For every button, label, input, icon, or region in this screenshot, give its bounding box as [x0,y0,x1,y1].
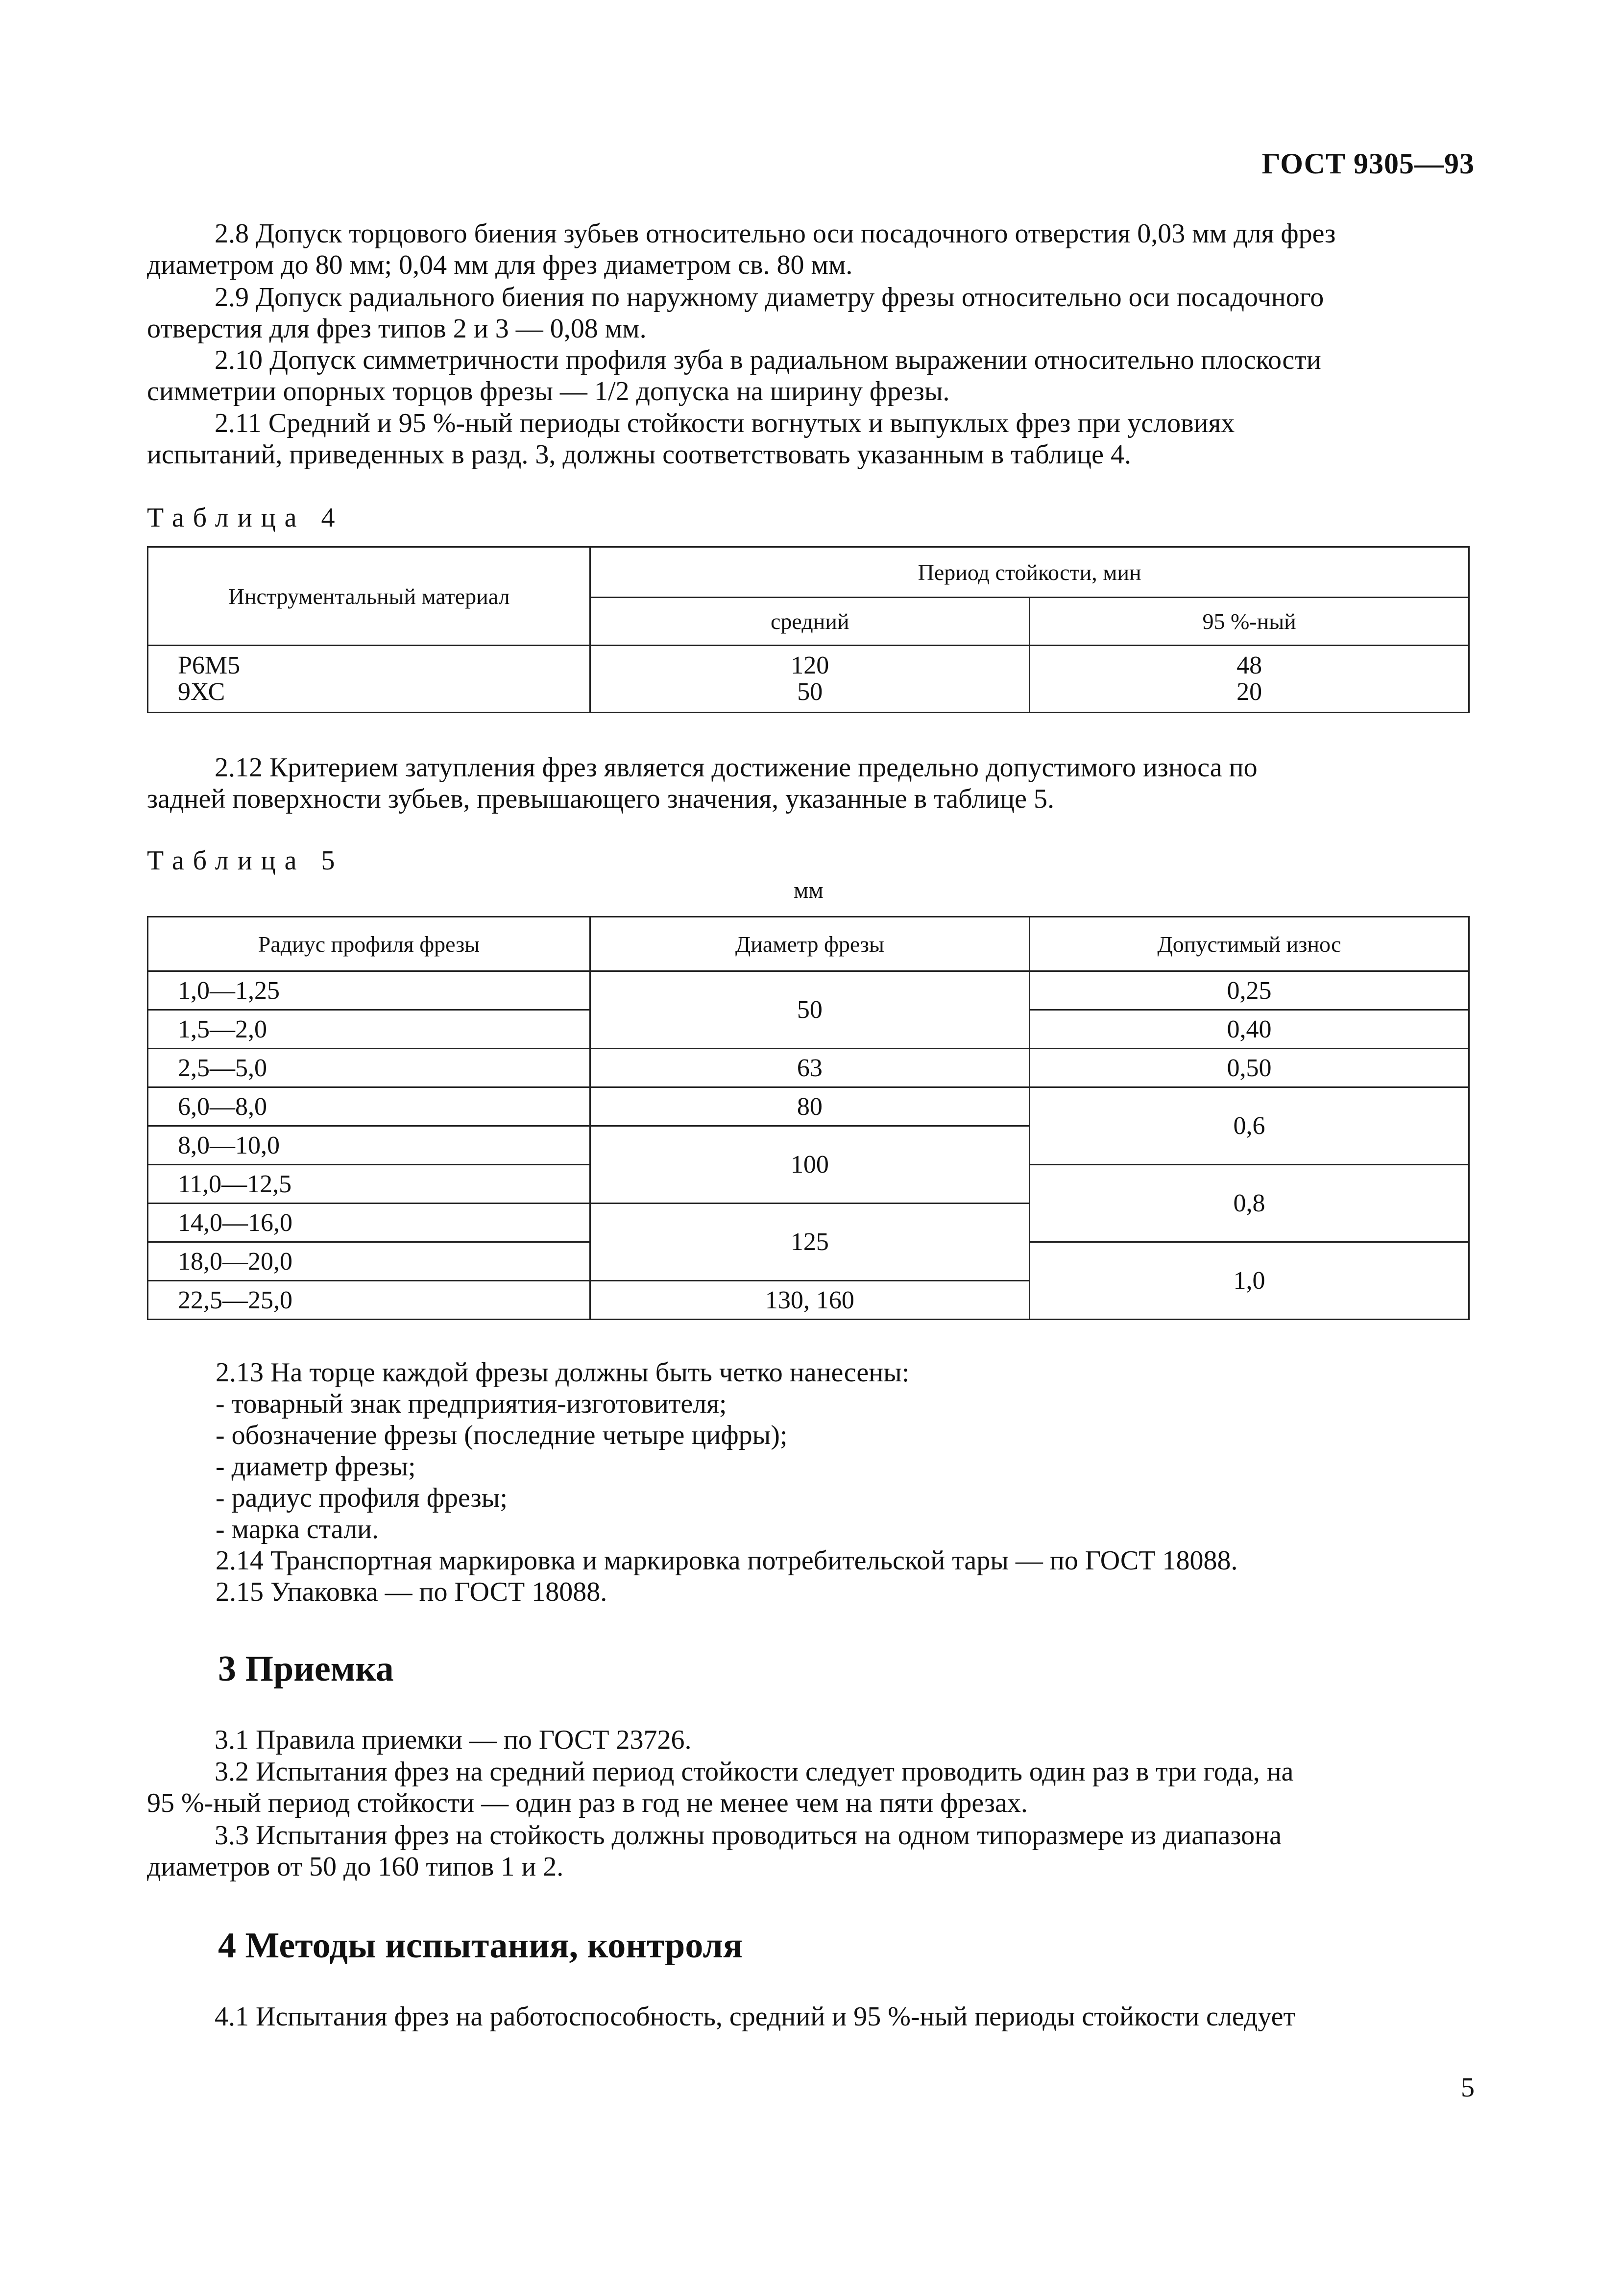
table4-average-cell [590,646,1030,713]
table4-caption: Таблица 4 [147,503,344,533]
table-cell: 1,0 [1029,1242,1469,1320]
table-cell: 2,5—5,0 [148,1049,590,1087]
table5-unit: мм [794,877,824,903]
table-row: 9ХС [178,678,225,706]
paragraph-4-1: 4.1 Испытания фрез на работоспособность, средний и 95 %-ный периоды стойкости следует [215,2001,1296,2032]
table-cell: 22,5—25,0 [148,1281,590,1320]
table4-header-average: средний [590,598,1030,646]
table-cell: 120 [791,651,829,679]
paragraph-2-14: 2.14 Транспортная маркировка и маркировка потребительской тары — по ГОСТ 18088. [216,1545,1238,1576]
list-item: - обозначение фрезы (последние четыре цифры); [216,1420,788,1450]
table5-header-diameter: Диаметр фрезы [590,917,1029,971]
paragraph-2-11: 2.11 Средний и 95 %-ный периоды стойкости вогнутых и выпуклых фрез при условиях испытаний, приведенных в разд. 3, должны соответствовать указанным в таблице 4. [147,408,1235,470]
table-row: Р6М5 [178,651,241,679]
table-cell: 0,8 [1029,1165,1469,1242]
table-cell: 11,0—12,5 [148,1165,590,1204]
table4-material-cell [148,646,590,713]
table-cell: 14,0—16,0 [148,1204,590,1242]
section-4-title: 4 Методы испытания, контроля [218,1926,743,1966]
table-cell: 50 [797,678,823,706]
paragraph-3-2: 3.2 Испытания фрез на средний период стойкости следует проводить один раз в три года, на 95 %-ный период стойкости — один раз в год не менее чем на пяти фрезах. [147,1757,1294,1818]
list-item: - диаметр фрезы; [216,1451,416,1482]
table-cell: 48 [1236,651,1262,679]
table4-header-period: Период стойкости, мин [590,547,1469,598]
paragraph-2-12: 2.12 Критерием затупления фрез является достижение предельно допустимого износа по задней поверхности зубьев, превышающего значения, указанные в таблице 5. [147,752,1258,814]
list-intro: 2.13 На торце каждой фрезы должны быть четко нанесены: [216,1357,910,1388]
paragraph-2-9: 2.9 Допуск радиального биения по наружному диаметру фрезы относительно оси посадочного отверстия для фрез типов 2 и 3 — 0,08 мм. [147,282,1324,344]
table-cell: 1,5—2,0 [148,1010,590,1049]
document-code-header: ГОСТ 9305—93 [1261,147,1475,180]
table-cell: 63 [590,1049,1029,1087]
paragraph-3-1: 3.1 Правила приемки — по ГОСТ 23726. [215,1725,692,1755]
table5-caption: Таблица 5 [147,845,344,876]
table5-header-radius: Радиус профиля фрезы [148,917,590,971]
table-cell: 20 [1236,678,1262,706]
page-number: 5 [1461,2072,1475,2103]
table-row [148,1049,1469,1087]
table-cell: 1,0—1,25 [148,971,590,1010]
table-cell: 0,40 [1029,1010,1469,1049]
table-4 [147,546,1470,713]
table-cell: 6,0—8,0 [148,1087,590,1126]
table-cell: 100 [590,1126,1029,1204]
table-cell: 0,6 [1029,1087,1469,1165]
section-3-title: 3 Приемка [218,1649,394,1689]
table5-header-wear: Допустимый износ [1029,917,1469,971]
paragraph-2-8: 2.8 Допуск торцового биения зубьев относительно оси посадочного отверстия 0,03 мм для фрез диаметром до 80 мм; 0,04 мм для фрез диаметром св. 80 мм. [147,218,1336,280]
table-cell: 18,0—20,0 [148,1242,590,1281]
list-item: - марка стали. [216,1514,379,1544]
paragraph-2-15: 2.15 Упаковка — по ГОСТ 18088. [216,1577,607,1607]
table4-header-material: Инструментальный материал [148,547,590,646]
table-cell: 50 [590,971,1029,1049]
list-item: - радиус профиля фрезы; [216,1483,508,1513]
table-cell: 0,25 [1029,971,1469,1010]
paragraph-2-10: 2.10 Допуск симметричности профиля зуба в радиальном выражении относительно плоскости симметрии опорных торцов фрезы — 1/2 допуска на ширину фрезы. [147,345,1321,407]
paragraph-2-13-list [216,1357,1237,1608]
table-cell: 80 [590,1087,1029,1126]
paragraph-3-3: 3.3 Испытания фрез на стойкость должны проводиться на одном типоразмере из диапазона диаметров от 50 до 160 типов 1 и 2. [147,1820,1282,1882]
table-row [148,1087,1469,1126]
table-cell: 0,50 [1029,1049,1469,1087]
table4-95-cell [1030,646,1469,713]
table-5 [147,916,1470,1320]
table-cell: 125 [590,1204,1029,1281]
table-cell: 8,0—10,0 [148,1126,590,1165]
table-cell: 130, 160 [590,1281,1029,1320]
table-row [148,971,1469,1010]
table4-header-95: 95 %-ный [1030,598,1469,646]
list-item: - товарный знак предприятия-изготовителя; [216,1389,727,1419]
